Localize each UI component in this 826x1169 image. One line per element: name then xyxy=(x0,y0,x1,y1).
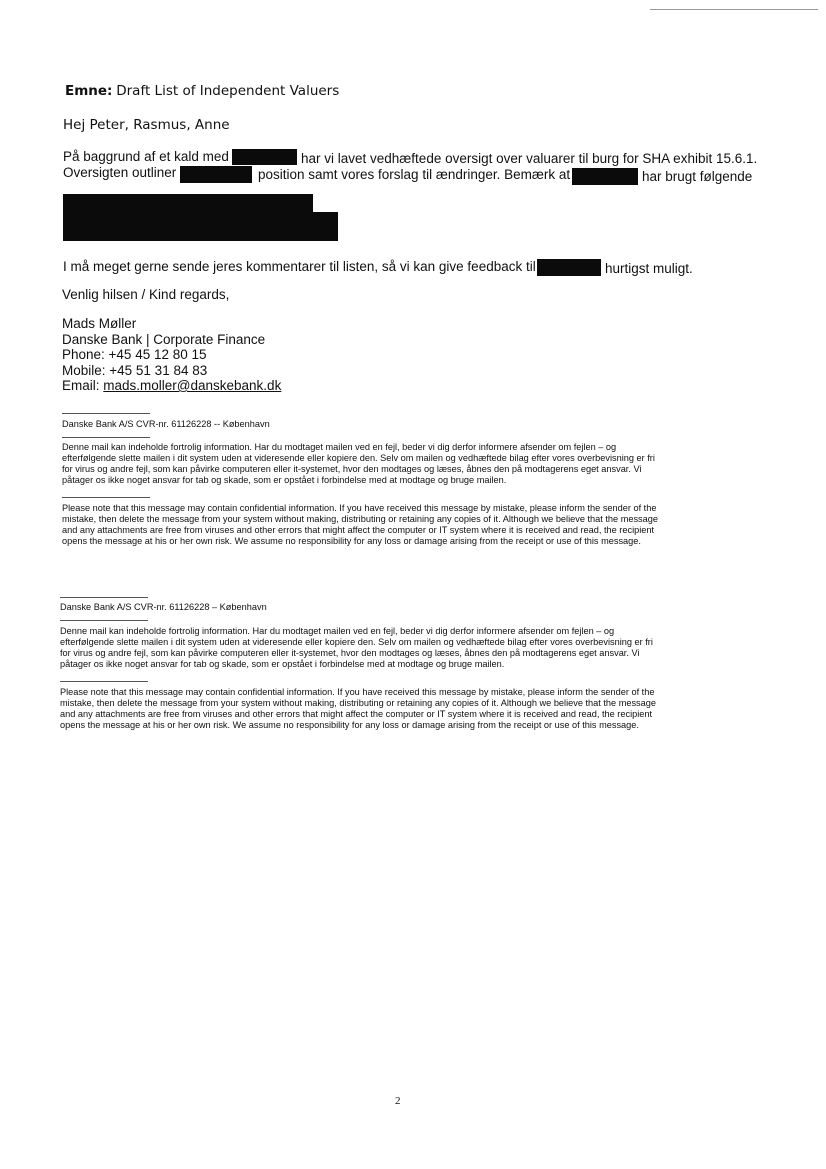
footer2-en-line: Please note that this message may contain confidential information. If you have received this message by mistake, please inform the sender of the xyxy=(60,687,655,697)
redaction-2 xyxy=(180,166,252,183)
footer1-rule-en xyxy=(62,497,150,498)
subject-value: Draft List of Independent Valuers xyxy=(116,83,340,99)
footer1-en-line: Please note that this message may contain confidential information. If you have received this message by mistake, please inform the sender of the xyxy=(62,503,657,513)
redaction-1 xyxy=(232,149,297,165)
para1-line1-b: har vi lavet vedhæftede oversigt over valuarer til burg for SHA exhibit 15.6.1. xyxy=(301,151,758,166)
signature-phone: Phone: +45 45 12 80 15 xyxy=(62,347,207,362)
signature-email-link[interactable]: mads.moller@danskebank.dk xyxy=(103,378,282,393)
signature-email-label: Email: xyxy=(62,378,100,393)
footer1-da-line: efterfølgende slette mailen i dit system uden at videresende eller kopiere den. Selv om mailen og vedhæftede bilag efter vores overbevisning er fri xyxy=(62,453,655,463)
footer1-bank: Danske Bank A/S CVR-nr. 61126228 -- København xyxy=(62,419,270,429)
footer2-da-line: påtager os ikke noget ansvar for tab og skade, som er opstået i forbindelse med at modtage og bruge mailen. xyxy=(60,659,505,669)
footer2-da-line: for virus og andre fejl, som kan påvirke computeren eller it-systemet, hvor den modtages og læses, åbnes den på modtagerens eget ansvar. Vi xyxy=(60,648,640,658)
para2-b: hurtigst muligt. xyxy=(605,261,693,276)
footer2-english xyxy=(60,687,656,731)
footer2-bank: Danske Bank A/S CVR-nr. 61126228 – København xyxy=(60,602,267,612)
footer1-da-line: for virus og andre fejl, som kan påvirke computeren eller it-systemet, hvor den modtages og læses, åbnes den på modtagerens eget ansvar. Vi xyxy=(62,464,642,474)
para1-line1-a: På baggrund af et kald med xyxy=(63,149,229,164)
footer2-en-line: and any attachments are free from viruses and other errors that might affect the computer or IT system where it is received and read, the recipient xyxy=(60,709,653,719)
para1-line2-b: position samt vores forslag til ændringer. Bemærk at xyxy=(258,167,571,182)
footer2-da-line: Denne mail kan indeholde fortrolig information. Har du modtaget mailen ved en fejl, beder vi dig derfor informere afsender om fejlen – og xyxy=(60,626,615,636)
redaction-block-top xyxy=(63,194,313,214)
signature-block xyxy=(62,316,281,394)
footer1-en-line: and any attachments are free from viruses and other errors that might affect the computer or IT system where it is received and read, the recipient xyxy=(62,525,655,535)
redaction-3 xyxy=(572,168,638,185)
footer2-rule-da xyxy=(60,620,148,621)
footer2-da-line: efterfølgende slette mailen i dit system uden at videresende eller kopiere den. Selv om mailen og vedhæftede bilag efter vores overbevisning er fri xyxy=(60,637,653,647)
redaction-4 xyxy=(537,259,601,276)
scan-edge-line xyxy=(650,9,818,10)
signature-email-line xyxy=(62,378,281,394)
page-number: 2 xyxy=(395,1095,401,1107)
footer1-da-line: Denne mail kan indeholde fortrolig information. Har du modtaget mailen ved en fejl, beder vi dig derfor informere afsender om fejlen – og xyxy=(62,442,617,452)
footer2-rule-en xyxy=(60,681,148,682)
footer1-rule-top xyxy=(62,413,150,414)
footer1-en-line: opens the message at his or her own risk. We assume no responsibility for any loss or damage arising from the receipt or use of this message. xyxy=(62,536,641,546)
para2-a: I må meget gerne sende jeres kommentarer til listen, så vi kan give feedback til xyxy=(63,259,536,274)
footer2-danish xyxy=(60,626,653,670)
closing: Venlig hilsen / Kind regards, xyxy=(62,287,230,302)
footer1-danish xyxy=(62,442,655,486)
footer1-english xyxy=(62,503,658,547)
footer2-en-line: mistake, then delete the message from your system without making, distributing or retaining any copies of it. Although we believe that the message xyxy=(60,698,656,708)
subject-label: Emne: xyxy=(65,83,113,99)
redaction-block-bottom xyxy=(63,212,338,241)
footer1-en-line: mistake, then delete the message from your system without making, distributing or retaining any copies of it. Although we believe that the message xyxy=(62,514,658,524)
email-subject xyxy=(65,83,339,99)
footer1-da-line: påtager os ikke noget ansvar for tab og skade, som er opstået i forbindelse med at modtage og bruge mailen. xyxy=(62,475,507,485)
footer2-rule-top xyxy=(60,597,148,598)
para1-line2-c: har brugt følgende xyxy=(642,169,753,184)
signature-company: Danske Bank | Corporate Finance xyxy=(62,331,266,347)
signature-mobile: Mobile: +45 51 31 84 83 xyxy=(62,362,208,378)
para1-line2-a: Oversigten outliner xyxy=(63,165,177,180)
greeting: Hej Peter, Rasmus, Anne xyxy=(63,117,230,133)
footer2-en-line: opens the message at his or her own risk. We assume no responsibility for any loss or damage arising from the receipt or use of this message. xyxy=(60,720,639,730)
footer1-rule-da xyxy=(62,437,150,438)
signature-name: Mads Møller xyxy=(62,316,137,331)
